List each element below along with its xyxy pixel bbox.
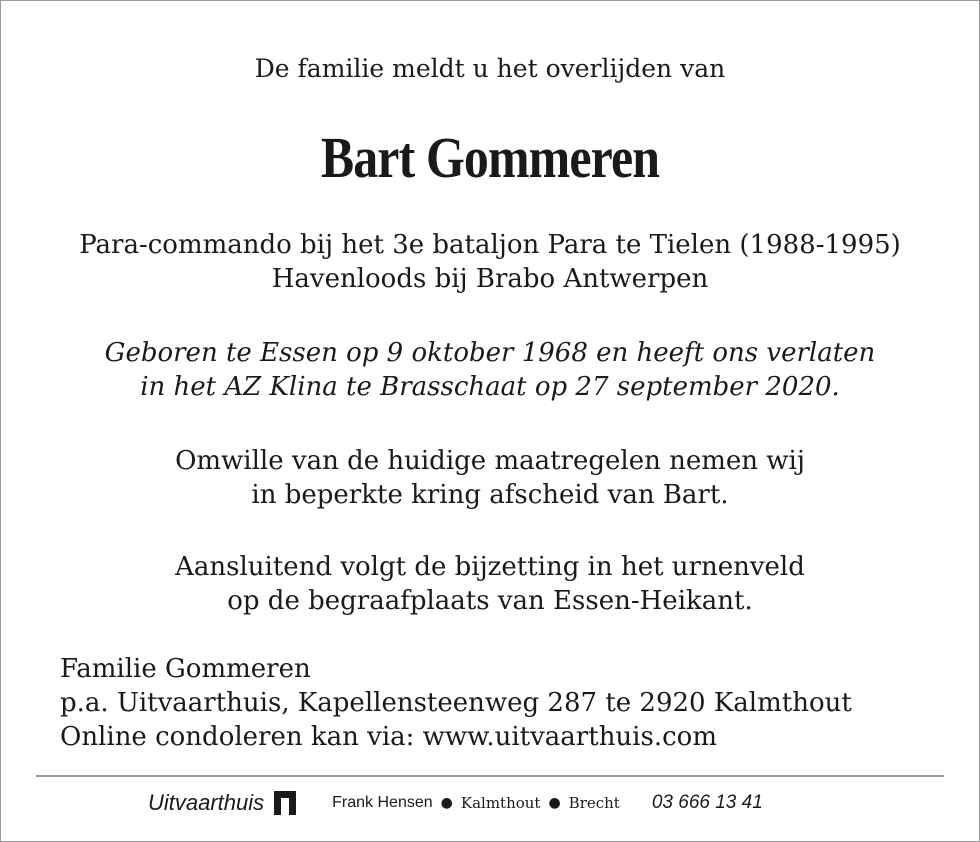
intro-text: De familie meldt u het overlijden van — [254, 54, 726, 83]
contact-address: p.a. Uitvaarthuis, Kapellensteenweg 287 te 2920 Kalmthout — [60, 688, 852, 718]
funeral-home-footer — [148, 788, 763, 818]
life-line: Geboren te Essen op 9 oktober 1968 en heeft ons verlaten — [104, 338, 876, 368]
director-name: Frank Hensen — [332, 794, 433, 811]
career-line: Para-commando bij het 3e bataljon Para te Tielen (1988-1995) — [79, 230, 901, 260]
deceased-name: Bart Gommeren — [320, 125, 660, 190]
separator-dot: ● — [440, 795, 453, 811]
doorway-logo-icon — [274, 791, 296, 815]
farewell-line: in beperkte kring afscheid van Bart. — [251, 480, 729, 510]
phone-number: 03 666 13 41 — [651, 792, 763, 813]
contact-block — [60, 652, 852, 754]
family-name: Familie Gommeren — [60, 654, 311, 684]
footer-divider — [36, 775, 944, 777]
brand-name: Uitvaarthuis — [148, 790, 265, 815]
career-block — [0, 228, 980, 296]
separator-dot: ● — [548, 795, 561, 811]
career-line: Havenloods bij Brabo Antwerpen — [271, 264, 709, 294]
location-kalmthout: Kalmthout — [460, 794, 541, 812]
burial-line: op de begraafplaats van Essen-Heikant. — [227, 586, 753, 616]
life-line: in het AZ Klina te Brasschaat op 27 september 2020. — [140, 372, 840, 402]
condolence-link: Online condoleren kan via: www.uitvaarthuis.com — [60, 722, 717, 752]
life-dates-block — [0, 336, 980, 404]
farewell-block — [0, 444, 980, 512]
location-brecht: Brecht — [568, 794, 620, 812]
burial-line: Aansluitend volgt de bijzetting in het urnenveld — [175, 552, 805, 582]
burial-block — [0, 550, 980, 618]
farewell-line: Omwille van de huidige maatregelen nemen wij — [175, 446, 805, 476]
